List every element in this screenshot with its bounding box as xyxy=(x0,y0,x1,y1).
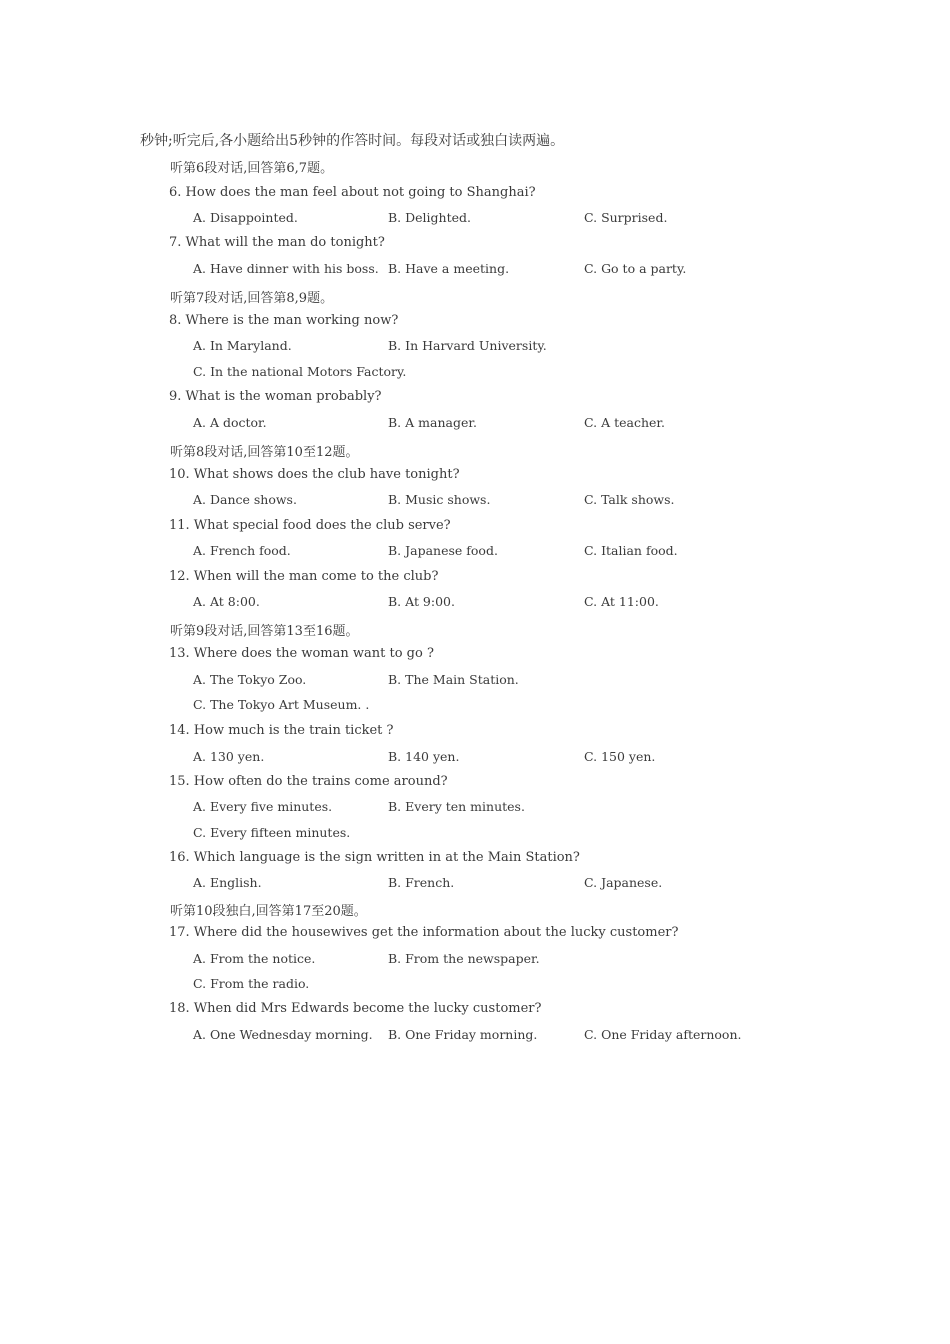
option-c: C. A teacher. xyxy=(584,415,665,430)
option-b: B. Every ten minutes. xyxy=(388,799,525,814)
option-c: C. Go to a party. xyxy=(584,261,687,276)
section-heading: 听第9段对话,回答第13至16题。 xyxy=(170,624,359,639)
question-text: 9. What is the woman probably? xyxy=(169,389,382,404)
option-a: A. French food. xyxy=(193,543,291,558)
section-heading: 听第10段独白,回答第17至20题。 xyxy=(170,904,367,919)
option-a: A. A doctor. xyxy=(193,415,267,430)
option-c: C. The Tokyo Art Museum. . xyxy=(193,697,370,712)
section-heading: 听第7段对话,回答第8,9题。 xyxy=(170,291,334,306)
option-b: B. Music shows. xyxy=(388,492,491,507)
option-b: B. In Harvard University. xyxy=(388,338,547,353)
question-text: 17. Where did the housewives get the information about the lucky customer? xyxy=(169,925,679,940)
instructions-text: 秒钟;听完后,各小题给出5秒钟的作答时间。每段对话或独白读两遍。 xyxy=(140,133,565,149)
option-a: A. In Maryland. xyxy=(193,338,292,353)
option-a: A. 130 yen. xyxy=(193,749,265,764)
section-heading: 听第6段对话,回答第6,7题。 xyxy=(170,161,334,176)
question-text: 6. How does the man feel about not going to Shanghai? xyxy=(169,185,536,200)
question-text: 11. What special food does the club serve? xyxy=(169,518,451,533)
option-a: A. Dance shows. xyxy=(193,492,297,507)
option-c: C. From the radio. xyxy=(193,976,310,991)
section-heading: 听第8段对话,回答第10至12题。 xyxy=(170,445,359,460)
option-c: C. 150 yen. xyxy=(584,749,656,764)
question-text: 12. When will the man come to the club? xyxy=(169,569,439,584)
question-text: 7. What will the man do tonight? xyxy=(169,235,385,250)
option-b: B. At 9:00. xyxy=(388,594,455,609)
question-text: 14. How much is the train ticket ? xyxy=(169,723,394,738)
option-a: A. Every five minutes. xyxy=(193,799,333,814)
question-text: 8. Where is the man working now? xyxy=(169,313,399,328)
option-c: C. Italian food. xyxy=(584,543,678,558)
option-b: B. From the newspaper. xyxy=(388,951,540,966)
option-c: C. Japanese. xyxy=(584,875,663,890)
option-b: B. The Main Station. xyxy=(388,672,519,687)
option-b: B. 140 yen. xyxy=(388,749,460,764)
option-c: C. At 11:00. xyxy=(584,594,659,609)
option-a: A. One Wednesday morning. xyxy=(193,1027,373,1042)
question-text: 16. Which language is the sign written in at the Main Station? xyxy=(169,850,580,865)
option-c: C. In the national Motors Factory. xyxy=(193,364,407,379)
option-c: C. Talk shows. xyxy=(584,492,675,507)
option-a: A. At 8:00. xyxy=(193,594,260,609)
question-text: 15. How often do the trains come around? xyxy=(169,774,448,789)
option-b: B. French. xyxy=(388,875,455,890)
option-b: B. Japanese food. xyxy=(388,543,498,558)
option-a: A. From the notice. xyxy=(193,951,316,966)
option-a: A. Have dinner with his boss. xyxy=(193,261,379,276)
option-b: B. Delighted. xyxy=(388,210,471,225)
option-b: B. One Friday morning. xyxy=(388,1027,538,1042)
option-b: B. A manager. xyxy=(388,415,477,430)
option-c: C. Every fifteen minutes. xyxy=(193,825,351,840)
option-a: A. The Tokyo Zoo. xyxy=(193,672,307,687)
option-a: A. English. xyxy=(193,875,262,890)
option-b: B. Have a meeting. xyxy=(388,261,510,276)
question-text: 10. What shows does the club have tonight? xyxy=(169,467,460,482)
option-a: A. Disappointed. xyxy=(193,210,298,225)
question-text: 18. When did Mrs Edwards become the lucky customer? xyxy=(169,1001,542,1016)
option-c: C. One Friday afternoon. xyxy=(584,1027,742,1042)
question-text: 13. Where does the woman want to go ? xyxy=(169,646,434,661)
option-c: C. Surprised. xyxy=(584,210,668,225)
